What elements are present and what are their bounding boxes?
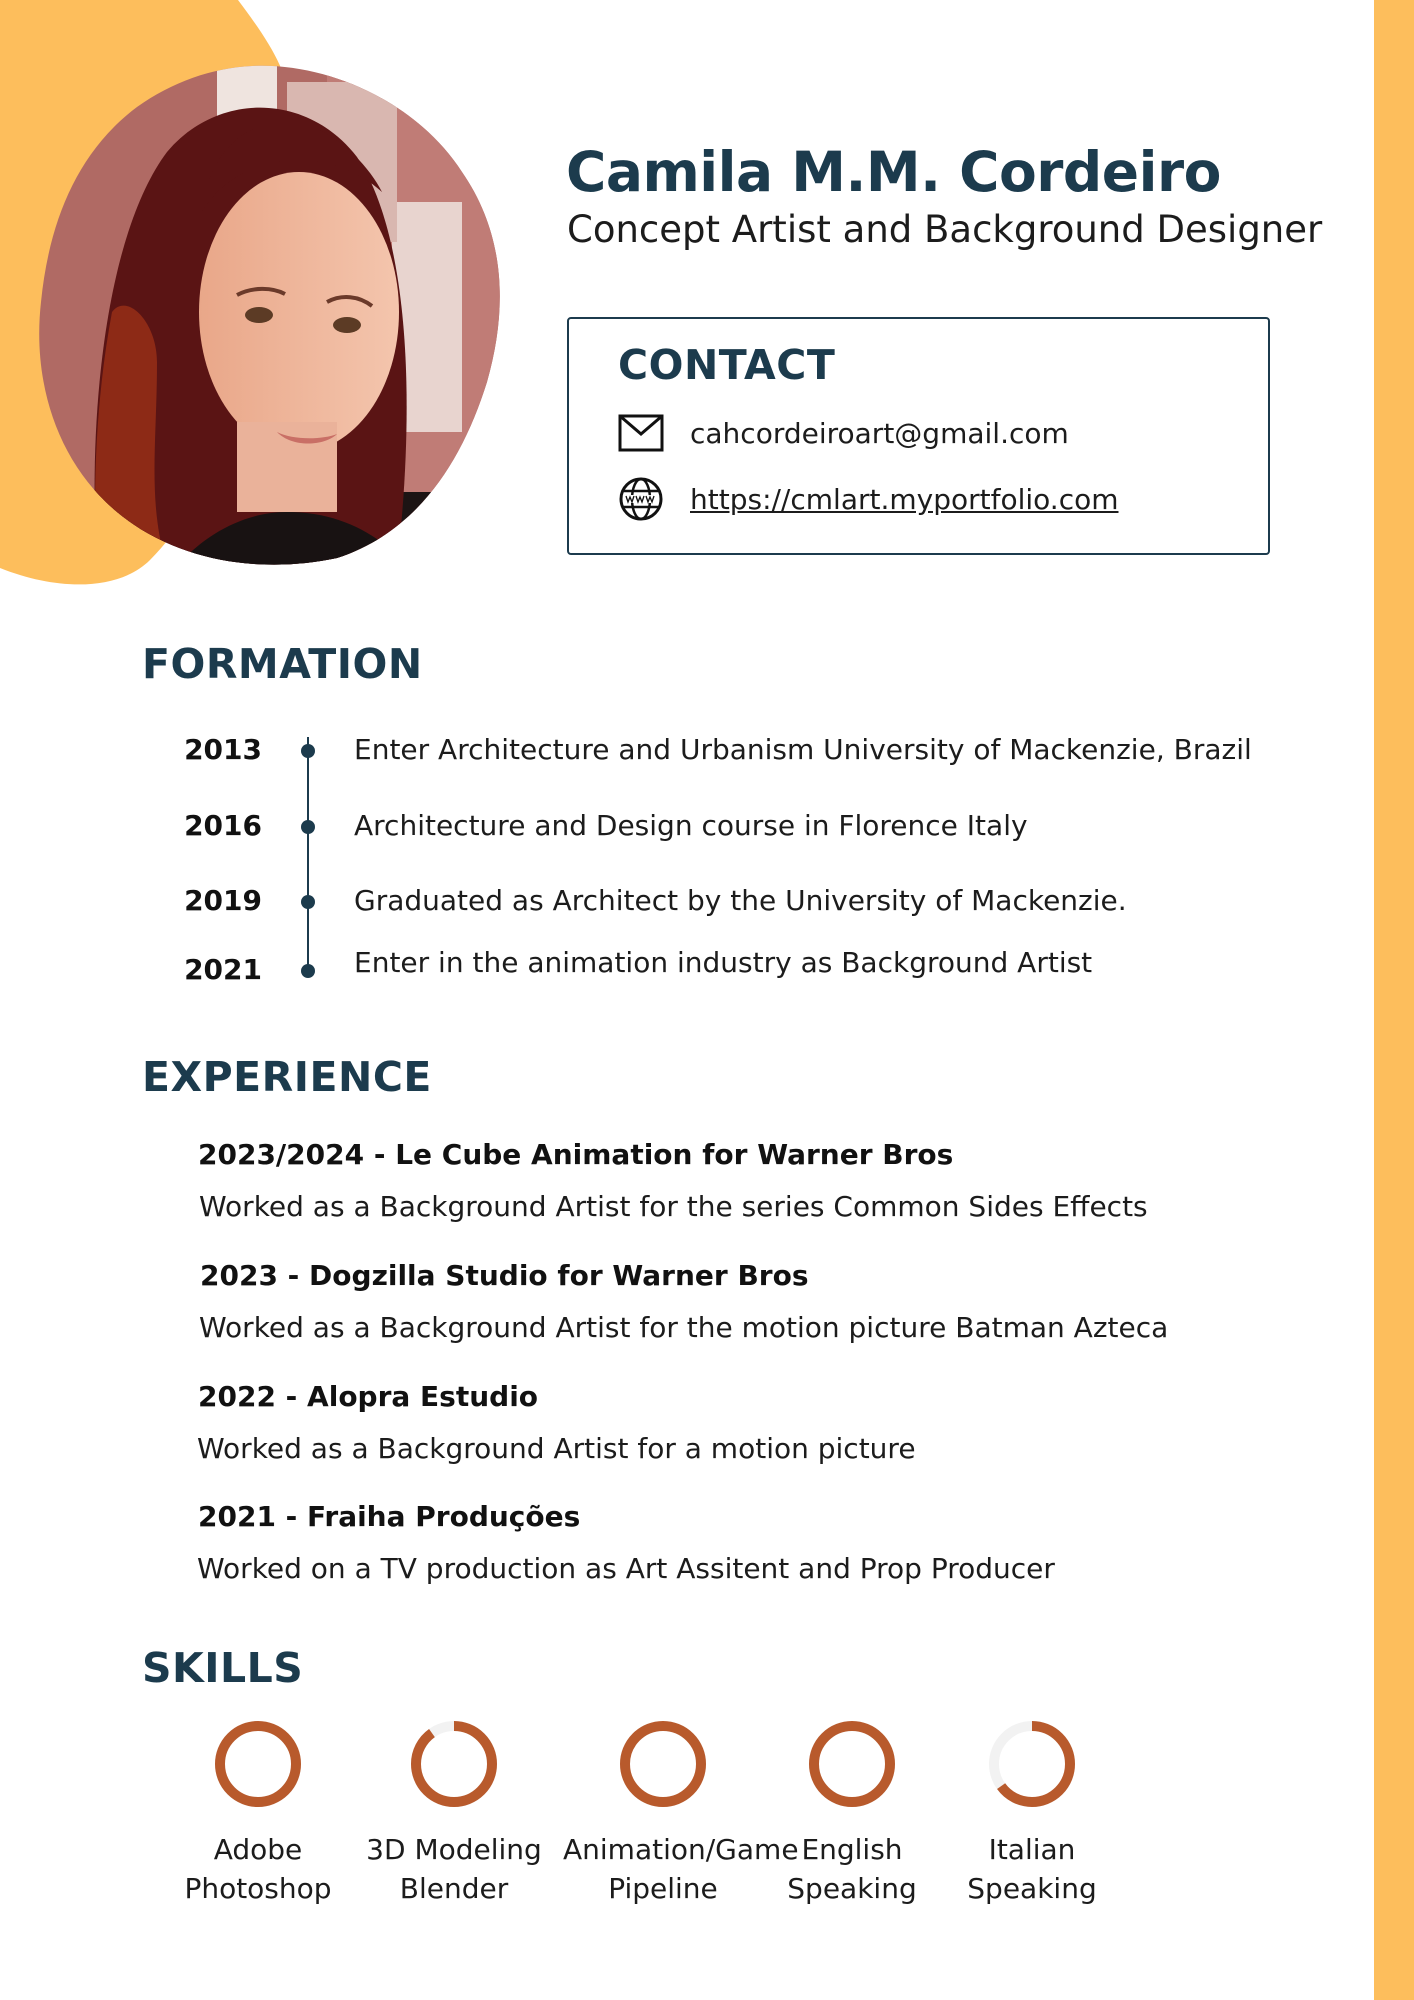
- skill-label: [354, 1830, 554, 1908]
- experience-job: 2021 - Fraiha Produções: [198, 1500, 581, 1533]
- envelope-icon: [618, 414, 664, 452]
- skill-label-line: Speaking: [967, 1872, 1097, 1905]
- timeline-row: [0, 730, 1300, 770]
- contact-email[interactable]: cahcordeiroart@gmail.com: [690, 416, 1069, 450]
- skill-label-line: Blender: [399, 1872, 509, 1905]
- skill-item: [752, 1718, 952, 1908]
- experience-job: 2022 - Alopra Estudio: [198, 1380, 539, 1413]
- experience-description: Worked as a Background Artist for the motion picture Batman Azteca: [199, 1311, 1169, 1344]
- skill-progress-ring: [212, 1718, 304, 1810]
- skill-ring-fill: [625, 1726, 701, 1802]
- accent-side-bar: [1374, 0, 1414, 2000]
- skill-label-line: Speaking: [787, 1872, 917, 1905]
- skill-ring-fill: [814, 1726, 890, 1802]
- timeline-dot: [301, 964, 315, 978]
- experience-title: EXPERIENCE: [142, 1053, 432, 1101]
- skill-label-line: Italian: [988, 1833, 1076, 1866]
- skills-title: SKILLS: [142, 1644, 304, 1692]
- timeline-year: 2019: [184, 884, 262, 917]
- skill-label-line: Animation/Game: [563, 1833, 799, 1866]
- skill-ring-fill: [220, 1726, 296, 1802]
- skill-label-line: English: [801, 1833, 903, 1866]
- contact-title: CONTACT: [618, 341, 836, 389]
- experience-description: Worked on a TV production as Art Assitent and Prop Producer: [197, 1552, 1055, 1585]
- formation-title: FORMATION: [142, 640, 423, 688]
- skill-progress-ring: [806, 1718, 898, 1810]
- skill-progress-ring: [617, 1718, 709, 1810]
- contact-website-row[interactable]: [618, 477, 1119, 521]
- globe-icon: [618, 476, 664, 522]
- candidate-role: Concept Artist and Background Designer: [567, 208, 1323, 251]
- contact-email-row[interactable]: [618, 411, 1069, 455]
- skill-label: [563, 1830, 799, 1908]
- profile-photo: [37, 62, 503, 566]
- timeline-row: [0, 806, 1300, 846]
- timeline-text: Enter Architecture and Urbanism University of Mackenzie, Brazil: [354, 733, 1252, 766]
- experience-description: Worked as a Background Artist for a motion picture: [197, 1432, 916, 1465]
- contact-website-link[interactable]: https://cmlart.myportfolio.com: [690, 482, 1119, 516]
- skill-progress-ring: [408, 1718, 500, 1810]
- timeline-dot: [301, 820, 315, 834]
- candidate-name: Camila M.M. Cordeiro: [566, 140, 1221, 204]
- timeline-text: Enter in the animation industry as Background Artist: [354, 946, 1093, 979]
- skill-item: [932, 1718, 1132, 1908]
- timeline-dot: [301, 744, 315, 758]
- skill-item: [354, 1718, 554, 1908]
- skill-label: [752, 1830, 952, 1908]
- timeline-year: 2021: [184, 953, 262, 986]
- skill-item: [563, 1718, 799, 1908]
- timeline-dot: [301, 895, 315, 909]
- skill-item: [158, 1718, 358, 1908]
- experience-description: Worked as a Background Artist for the series Common Sides Effects: [199, 1190, 1148, 1223]
- timeline-text: Architecture and Design course in Florence Italy: [354, 809, 1028, 842]
- timeline-row: [0, 946, 1300, 990]
- skill-progress-ring: [986, 1718, 1078, 1810]
- timeline-line: [307, 737, 309, 969]
- skill-label-line: 3D Modeling: [366, 1833, 542, 1866]
- timeline-year: 2013: [184, 733, 262, 766]
- skill-label-line: Adobe: [213, 1833, 303, 1866]
- skill-label: [932, 1830, 1132, 1908]
- skill-label: [158, 1830, 358, 1908]
- skill-ring-fill: [416, 1726, 492, 1802]
- experience-job: 2023/2024 - Le Cube Animation for Warner Bros: [198, 1138, 954, 1171]
- timeline-row: [0, 881, 1300, 921]
- skill-label-line: Pipeline: [608, 1872, 718, 1905]
- contact-box: [567, 317, 1270, 555]
- timeline-year: 2016: [184, 809, 262, 842]
- experience-job: 2023 - Dogzilla Studio for Warner Bros: [200, 1259, 809, 1292]
- timeline-text: Graduated as Architect by the University of Mackenzie.: [354, 884, 1127, 917]
- skill-label-line: Photoshop: [184, 1872, 332, 1905]
